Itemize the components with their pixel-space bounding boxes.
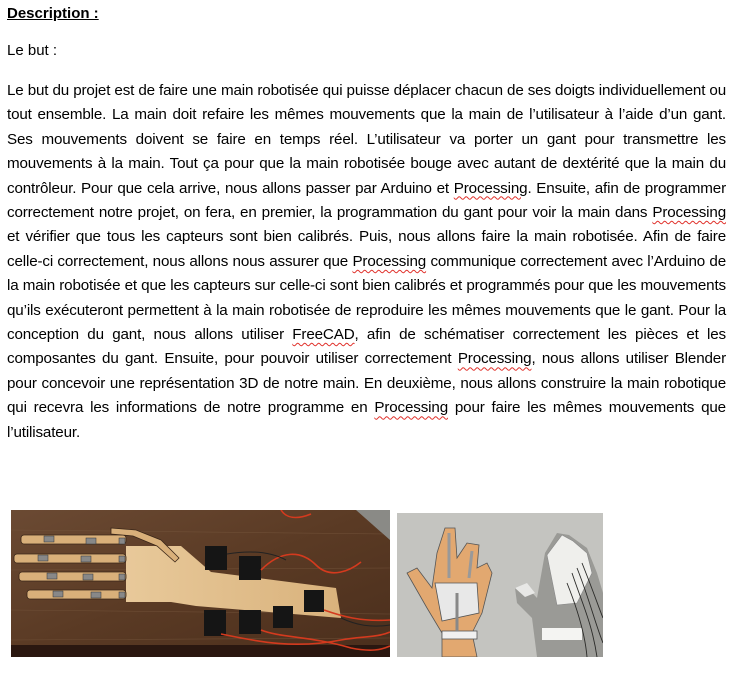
section-heading: Description : (7, 5, 99, 22)
spellcheck-flagged-word[interactable]: Processing (352, 252, 427, 270)
robotic-hand-photo (11, 510, 390, 657)
text-run: communique correctement avec l’Arduino de la main robotisée et que les capteurs sur celle-ci sont bien calibrés et programmés pour que les mouvements qu’ils exécuteront permettent à la main robotisée de reproduire les mêmes mouvements que le gant. Pour la conception du gant, nous allons utiliser (7, 252, 726, 344)
spellcheck-flagged-word[interactable]: Processing (457, 350, 532, 368)
spellcheck-flagged-word[interactable]: FreeCAD (292, 326, 355, 344)
text-run: Le but du projet est de faire une main robotisée qui puisse déplacer chacun de ses doigts individuellement ou tout ensemble. La main doit refaire les mêmes mouvements que la main de l’utilisateur à l’aide d’un gant. Ses mouvements doivent se faire en temps réel. L’utilisateur va porter un gant pour transmettre les mouvements à la main. Tout ça pour que la main robotisée bouge avec autant de dextérité que la main du contrôleur. Pour que cela arrive, nous allons passer par Arduino et (7, 82, 726, 197)
subheading-goal: Le but : (7, 42, 58, 59)
text-run: . Ensuite, afin de programmer correctement notre projet, on fera, en premier, la programmation du gant pour voir la main dans (7, 179, 727, 222)
spellcheck-flagged-word[interactable]: Processing (652, 204, 726, 222)
body-paragraph (7, 79, 726, 445)
text-run: , nous allons utiliser Blender pour concevoir une représentation 3D de notre main. En deuxième, nous allons construire la main robotique qui recevra les informations de notre programme en (7, 350, 726, 417)
exoskeleton-glove-photo (397, 513, 603, 657)
text-run: pour faire les mêmes mouvements que l’utilisateur. (7, 399, 726, 441)
spellcheck-flagged-word[interactable]: Processing (453, 179, 528, 197)
text-run: , afin de schématiser correctement les pièces et les composantes du gant. Ensuite, pour pouvoir utiliser correctement (7, 326, 726, 368)
spellcheck-flagged-word[interactable]: Processing (374, 399, 449, 417)
text-run: et vérifier que tous les capteurs sont bien calibrés. Puis, nous allons faire la main robotisée. Afin de faire celle-ci correctement, nous allons nous assurer que (7, 228, 726, 270)
